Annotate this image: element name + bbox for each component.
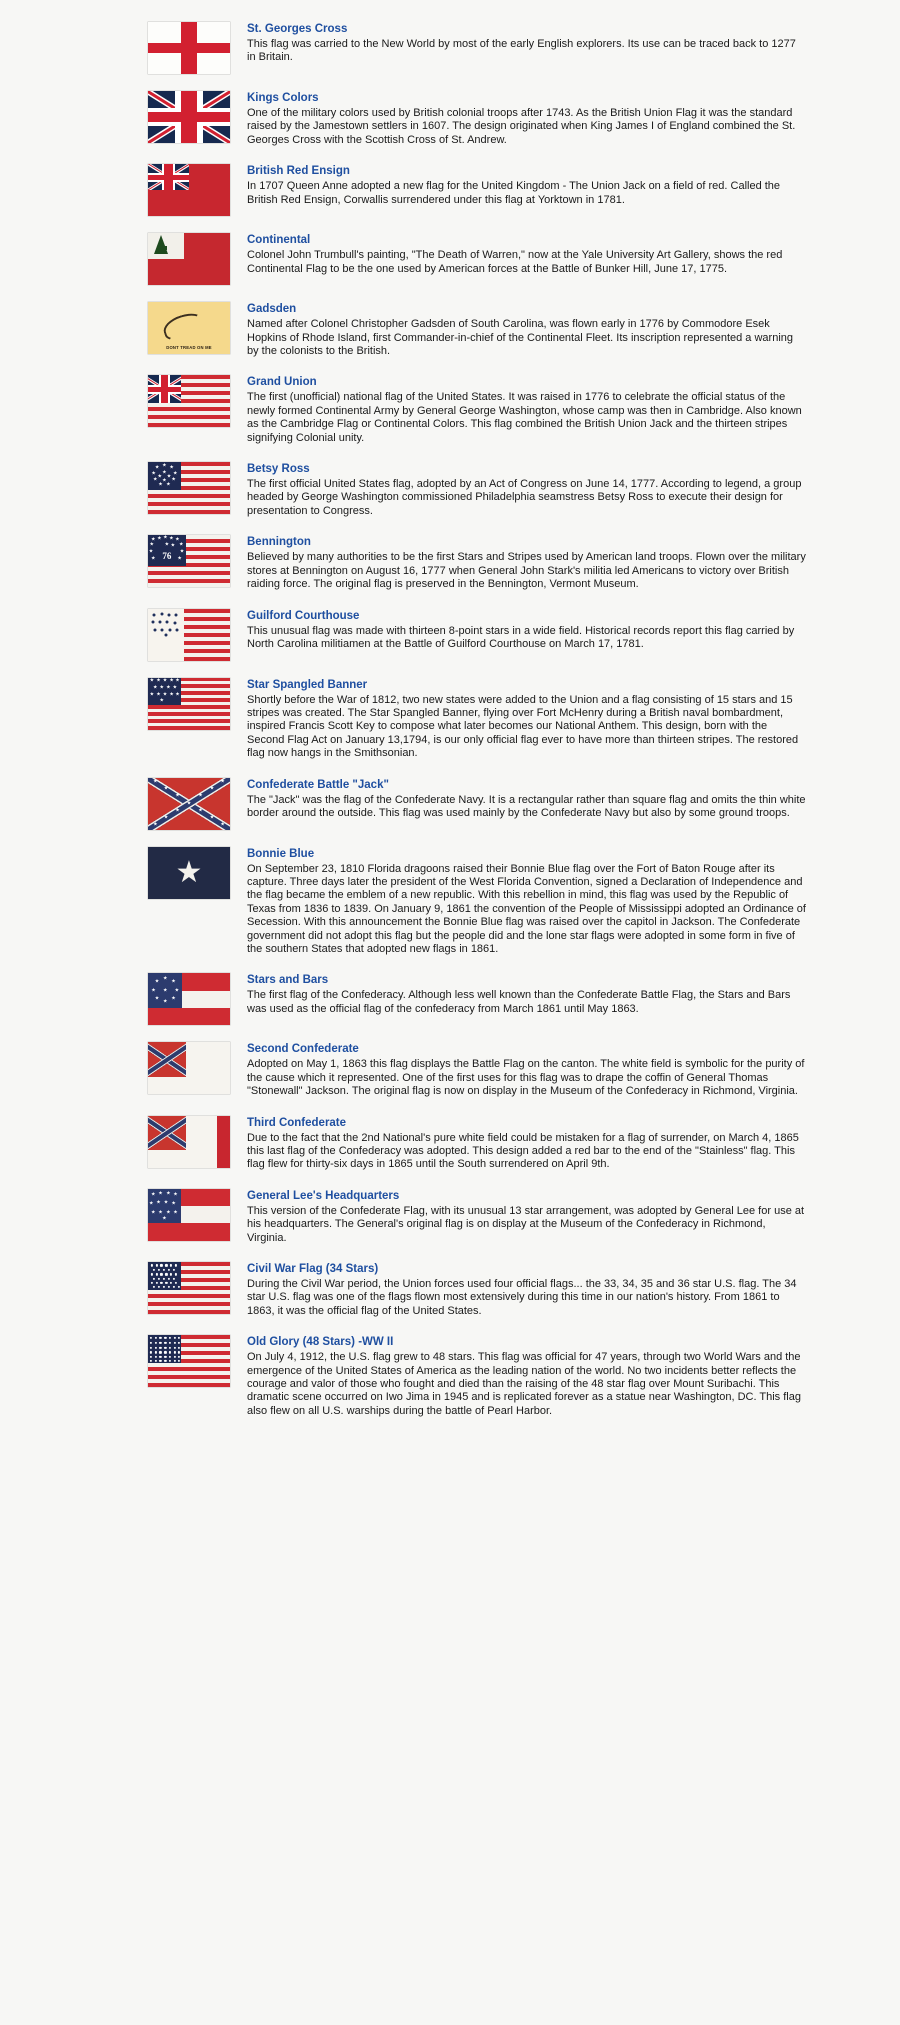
entry-text (247, 1116, 807, 1172)
entry-title: Guilford Courthouse (247, 609, 360, 622)
entry-description: Believed by many authorities to be the first Stars and Stripes used by American land troops. Flown over the military stores at Bennington on August 16, 1777 when General John Stark's militia led Americans to victory over British raiding force. The original flag is preserved in the Bennington, Vermont Museum. (247, 551, 806, 591)
entry-title: Continental (247, 234, 311, 247)
entry-description: This unusual flag was made with thirteen 8-point stars in a wide field. Historical records report this flag carried by North Carolina militiamen at the Battle of Guilford Courthouse on March 17, 1781. (247, 624, 795, 650)
entry-title: Gadsden (247, 303, 297, 316)
flag-image-cell (148, 1335, 234, 1387)
flag-image-cell (148, 375, 234, 427)
entry-text (247, 375, 807, 445)
flag-star-spangled-banner-icon: ★ ★ ★ ★ ★ ★ ★ ★ ★ ★ ★ ★ ★ ★ ★ (148, 678, 230, 730)
entry-text (247, 1189, 807, 1245)
entry-text (247, 22, 807, 65)
list-item (0, 91, 900, 147)
entry-title: Civil War Flag (34 Stars) (247, 1263, 379, 1276)
list-item (0, 1335, 900, 1418)
flag-image-cell (148, 91, 234, 143)
list-item (0, 302, 900, 358)
list-item (0, 778, 900, 830)
flag-image-cell (148, 1042, 234, 1094)
entry-title: Old Glory (48 Stars) -WW II (247, 1336, 394, 1349)
list-item (0, 609, 900, 661)
entry-description: On July 4, 1912, the U.S. flag grew to 48 stars. This flag was official for 47 years, through two World Wars and the emergence of the United States of America as the leading nation of the world. No two incidents better reflects the courage and valor of those who fought and died than the raising of the 48 star flag over Mount Suribachi. This dramatic scene occurred on Iwo Jima in 1945 and is replicated forever as a statue near Washington, DC. This flag also flew on all U.S. warships during the battle of Pearl Harbor. (247, 1351, 801, 1417)
flag-image-cell (148, 22, 234, 74)
entry-text (247, 302, 807, 358)
flag-british-red-ensign-icon (148, 164, 230, 216)
flag-canton-number: 76 (162, 550, 172, 561)
flag-stars-and-bars-icon: ★ ★ ★ ★ ★ ★ ★ ★ ★ (148, 973, 230, 1025)
list-item (0, 535, 900, 591)
entry-description: During the Civil War period, the Union forces used four official flags... the 33, 34, 35 and 36 star U.S. flag. The 34 star U.S. flag was one of the flags flown most extensively during this time in our nation's history. From 1861 to 1863, it was the official flag of the United States. (247, 1278, 797, 1317)
entry-text (247, 678, 807, 761)
flag-second-confederate-icon (148, 1042, 230, 1094)
list-item (0, 973, 900, 1025)
entry-text (247, 462, 807, 518)
entry-text (247, 609, 807, 652)
entry-title: Third Confederate (247, 1116, 347, 1129)
entry-text (247, 1335, 807, 1418)
entry-description: On September 23, 1810 Florida dragoons raised their Bonnie Blue flag over the Fort of Baton Rouge after its capture. Three days later the president of the West Florida Convention, signed a Declaration of Independence and the flag became the emblem of a new republic. With this rebellion in mind, this flag was used by the Republic of Texas from 1836 to 1839. On January 9, 1861 the convention of the People of Mississippi adopted an Ordinance of Secession. With this announcement the Bonnie Blue flag was raised over the capitol in Jackson. The Confederate government did not adopt this flag but the people did and the lone star flags were adopted in some form in five of the southern States that adopted new flags in 1861. (247, 862, 806, 955)
entry-description: Adopted on May 1, 1863 this flag displays the Battle Flag on the canton. The white field is symbolic for the purity of the cause which it represented. One of the first uses for this flag was to drape the coffin of General Thomas "Stonewall" Jackson. The original flag is now on display in the Museum of the Confederacy in Richmond, Virginia. (247, 1058, 805, 1098)
flag-betsy-ross-icon: ★ ★ ★ ★ ★ ★ ★ ★ ★ ★ ★ ★ ★ (148, 462, 230, 514)
flag-image-cell (148, 164, 234, 216)
flag-gadsden-icon (148, 302, 230, 354)
flag-bennington-icon: ★ ★ ★ ★ ★ ★ ★ ★ ★ ★ ★ ★ ★ 76 (148, 535, 230, 587)
entry-text (247, 91, 807, 147)
entry-text (247, 973, 807, 1016)
flag-general-lees-headquarters-icon: ★ ★ ★ ★ ★ ★ ★ ★ ★ ★ ★ ★ ★ (148, 1189, 230, 1241)
flag-third-confederate-icon (148, 1116, 230, 1168)
entry-description: The first official United States flag, adopted by an Act of Congress on June 14, 1777. According to legend, a group headed by George Washington commissioned Philadelphia seamstress Betsy Ross to execute their design for presentation to Congress. (247, 478, 802, 517)
entry-description: Colonel John Trumbull's painting, "The Death of Warren," now at the Yale University Art Gallery, shows the red Continental Flag to be the one used by American forces at the Battle of Bunker Hill, June 17, 1775. (247, 249, 783, 275)
entry-description: Named after Colonel Christopher Gadsden of South Carolina, was flown early in 1776 by Commodore Esek Hopkins of Rhode Island, first Commander-in-chief of the Continental Fleet. Its inscription represented a warning by the colonists to the British. (247, 318, 793, 358)
flag-grand-union-icon (148, 375, 230, 427)
entry-description: One of the military colors used by British colonial troops after 1743. As the British Union Flag it was the standard raised by the Jamestown settlers in 1607. The design originated when King James I of England combined the St. Georges Cross with the Scottish Cross of St. Andrew. (247, 107, 796, 146)
flag-image-cell (148, 847, 234, 899)
flag-bonnie-blue-icon: ★ (148, 847, 230, 899)
flag-image-cell (148, 535, 234, 587)
entry-description: Shortly before the War of 1812, two new states were added to the Union and a flag consisting of 15 stars and 15 stripes was created. The Star Spangled Banner, flying over Fort McHenry during a British naval bombardment, inspired Francis Scott Key to compose what later becomes our National Anthem. This design, born with the Second Flag Act on January 13,1794, is our only official flag ever to have more than thirteen stripes. The restored flag now hangs in the Smithsonian. (247, 693, 799, 760)
entry-text (247, 1262, 807, 1318)
flag-civil-war-34-stars-icon (148, 1262, 230, 1314)
flag-image-cell (148, 462, 234, 514)
entry-description: Due to the fact that the 2nd National's pure white field could be mistaken for a flag of surrender, on March 4, 1865 this last flag of the Confederacy was adopted. This design added a red bar to the end of the "Stainless" flag. This flag flew for thirty-six days in 1865 until the South surrendered on April 9th. (247, 1131, 799, 1171)
list-item (0, 1042, 900, 1098)
flag-continental-icon (148, 233, 230, 285)
entry-text (247, 164, 807, 207)
flag-image-cell (148, 1189, 234, 1241)
entry-title: Confederate Battle "Jack" (247, 778, 389, 791)
entry-description: The first (unofficial) national flag of the United States. It was raised in 1776 to celebrate the official status of the newly formed Continental Army by General George Washington, whose camp was then in Cambridge. Also known as the Cambridge Flag or Continental Colors. This flag combined the British Union Jack and the thirteen stripes signifying Colonial unity. (247, 391, 802, 444)
flag-image-cell (148, 233, 234, 285)
entry-title: British Red Ensign (247, 165, 350, 178)
entry-title: Betsy Ross (247, 463, 310, 476)
list-item (0, 1116, 900, 1172)
list-item (0, 164, 900, 216)
list-item (0, 678, 900, 761)
flag-kings-colors-icon (148, 91, 230, 143)
list-item (0, 847, 900, 957)
list-item (0, 375, 900, 445)
list-item (0, 233, 900, 285)
entry-description: This version of the Confederate Flag, with its unusual 13 star arrangement, was adopted by General Lee for use at his headquarters. The General's original flag is on display at the Museum of the Confederacy in Richmond, Virginia. (247, 1204, 805, 1244)
entry-title: Stars and Bars (247, 974, 329, 987)
entry-text (247, 847, 807, 957)
entry-title: Star Spangled Banner (247, 678, 368, 691)
list-item (0, 462, 900, 518)
flag-image-cell (148, 609, 234, 661)
entry-text (247, 1042, 807, 1098)
entry-description: This flag was carried to the New World by most of the early English explorers. Its use can be traced back to 1277 in Britain. (247, 38, 796, 64)
entry-title: Grand Union (247, 376, 317, 389)
entry-title: St. Georges Cross (247, 23, 348, 35)
list-item (0, 1189, 900, 1245)
entry-description: The "Jack" was the flag of the Confederate Navy. It is a rectangular rather than square flag and omits the thin white border around the outside. This flag was used mainly by the Confederate Navy but also by some ground troops. (247, 793, 806, 819)
entry-title: Bennington (247, 536, 311, 549)
entry-title: Second Confederate (247, 1043, 359, 1056)
entry-text (247, 535, 807, 591)
flag-confederate-battle-jack-icon: ★ ★ ★ ★ ★ ★ ★ ★ ★ ★ ★ ★ ★ (148, 778, 230, 830)
list-item (0, 1262, 900, 1318)
flag-image-cell (148, 778, 234, 830)
entry-text (247, 233, 807, 276)
entry-description: In 1707 Queen Anne adopted a new flag for the United Kingdom - The Union Jack on a field of red. Called the British Red Ensign, Corwallis surrendered under this flag at Yorktown in 1781. (247, 180, 781, 206)
entry-description: The first flag of the Confederacy. Although less well known than the Confederate Battle Flag, the Stars and Bars was used as the official flag of the confederacy from March 1861 until May 1863. (247, 989, 791, 1015)
flag-image-cell (148, 1262, 234, 1314)
flag-image-cell (148, 973, 234, 1025)
entry-title: Kings Colors (247, 92, 319, 104)
flag-image-cell (148, 1116, 234, 1168)
flag-old-glory-48-stars-icon (148, 1335, 230, 1387)
flag-st-georges-cross-icon (148, 22, 230, 74)
flag-guilford-courthouse-icon (148, 609, 230, 661)
flag-motto-text: DONT TREAD ON ME (166, 345, 212, 351)
list-item (0, 22, 900, 74)
flag-image-cell (148, 678, 234, 730)
entry-title: Bonnie Blue (247, 847, 315, 860)
entry-text (247, 778, 807, 821)
entry-title: General Lee's Headquarters (247, 1189, 400, 1202)
flag-image-cell (148, 302, 234, 354)
